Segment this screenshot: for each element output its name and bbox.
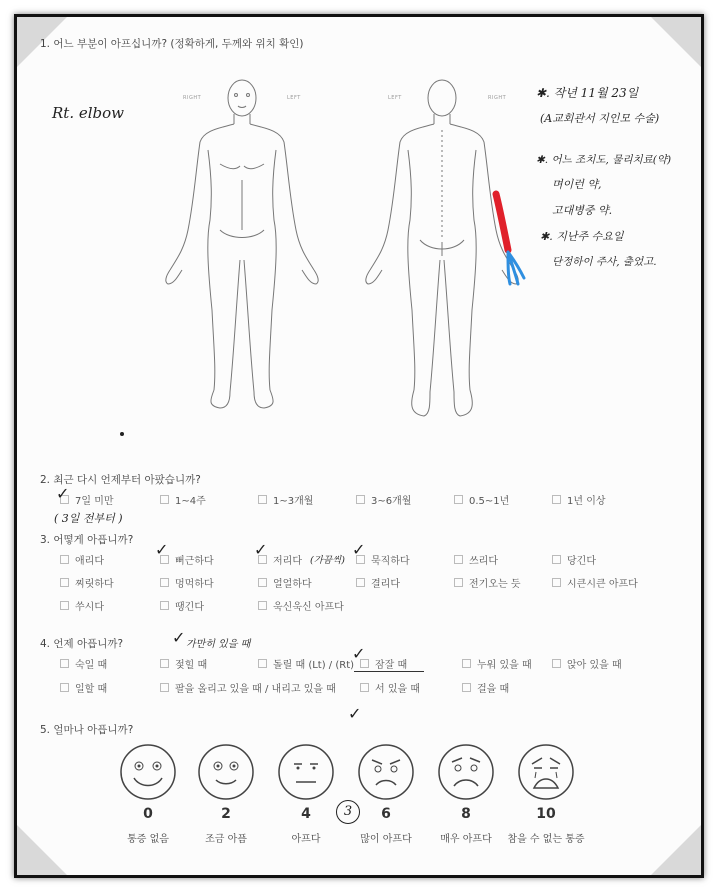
face-10-number: 10 [536, 806, 556, 822]
face-10-label: 참을 수 없는 통증 [507, 834, 585, 845]
q4-option-6[interactable]: 앉아 있을 때 [552, 656, 622, 671]
stray-dot [120, 432, 124, 436]
q4-underline [354, 671, 424, 672]
q2-option-2[interactable]: 1~4주 [160, 492, 206, 507]
q2-option-6[interactable]: 1년 이상 [552, 492, 606, 507]
pain-marking [490, 190, 530, 290]
location-annotation: Rt. elbow [52, 104, 125, 122]
note-6: ✱. 지난주 수요일 [540, 230, 624, 243]
back-right-label: RIGHT [488, 95, 507, 101]
face-10-icon[interactable] [516, 742, 576, 802]
face-0-label: 통증 없음 [127, 834, 169, 845]
face-0-icon[interactable] [118, 742, 178, 802]
q4-option-1[interactable]: 숙일 때 [60, 656, 107, 671]
q4-option-3[interactable]: 돌릴 때 (Lt) / (Rt) [258, 656, 354, 671]
corner-tr [651, 17, 701, 67]
q3-title: 3. 어떻게 아픕니까? [40, 534, 134, 546]
q4-title: 4. 언제 아픕니까? [40, 638, 124, 650]
q4-option-5[interactable]: 누워 있을 때 [462, 656, 532, 671]
q3-option-2[interactable]: 뻐근하다 [160, 552, 214, 567]
corner-bl [17, 825, 67, 875]
q3-option-4[interactable]: 묵직하다 [356, 552, 410, 567]
q3-check-mark-1: ✓ [155, 540, 169, 559]
q2-title: 2. 최근 다시 언제부터 아팠습니까? [40, 474, 201, 486]
q4-option-8[interactable]: 팔을 올리고 있을 때 / 내리고 있을 때 [160, 680, 336, 695]
corner-br [651, 825, 701, 875]
q3-option-3[interactable]: 저리다 [258, 552, 302, 567]
face-4-icon[interactable] [276, 742, 336, 802]
face-6-icon[interactable] [356, 742, 416, 802]
face-2-number: 2 [221, 806, 231, 822]
note-3: ✱. 어느 조치도, 물리치료(약) [536, 154, 672, 166]
face-8-number: 8 [461, 806, 471, 822]
face-4-number: 4 [301, 806, 311, 822]
q2-option-4[interactable]: 3~6개월 [356, 492, 411, 507]
handwritten-score-circle: 3 [336, 800, 360, 824]
face-2-label: 조금 아픔 [205, 834, 247, 845]
q5-check-mark: ✓ [348, 704, 362, 723]
front-body-figure [160, 70, 330, 430]
q4-option-10[interactable]: 걸을 때 [462, 680, 509, 695]
q3-option-11[interactable]: 전기오는 듯 [454, 575, 520, 590]
note-1: ✱. 작년 11월 23일 [536, 86, 639, 100]
face-8-icon[interactable] [436, 742, 496, 802]
face-6-label: 많이 아프다 [360, 834, 412, 845]
note-7: 단정하이 주사, 출었고. [552, 256, 657, 268]
q3-option-15[interactable]: 욱신욱신 아프다 [258, 598, 344, 613]
q4-option-7[interactable]: 일할 때 [60, 680, 107, 695]
face-8-label: 매우 아프다 [440, 834, 492, 845]
note-2: (A교회관서 지인모 수술) [540, 112, 660, 125]
q3-option-12[interactable]: 시큰시큰 아프다 [552, 575, 638, 590]
front-left-label: LEFT [287, 95, 301, 101]
q3-option-8[interactable]: 멍먹하다 [160, 575, 214, 590]
q3-option-13[interactable]: 쑤시다 [60, 598, 104, 613]
q2-option-3[interactable]: 1~3개월 [258, 492, 313, 507]
q3-option-10[interactable]: 결리다 [356, 575, 400, 590]
pain-red-mark [496, 194, 508, 250]
q4-option-9[interactable]: 서 있을 때 [360, 680, 420, 695]
face-2-icon[interactable] [196, 742, 256, 802]
q1-title: 1. 어느 부분이 아프십니까? (정확하게, 두께와 위치 확인) [40, 38, 304, 50]
q4-option-4[interactable]: 잠잘 때 [360, 656, 407, 671]
q4-check-mark-1: ✓ [172, 628, 186, 647]
front-right-label: RIGHT [183, 95, 202, 101]
q3-check-mark-3: ✓ [352, 540, 366, 559]
note-5: 고대병중 약. [552, 204, 613, 217]
q4-handwritten: 가만히 있을 때 [186, 639, 251, 650]
q3-option-6[interactable]: 당긴다 [552, 552, 596, 567]
face-0-number: 0 [143, 806, 153, 822]
face-4-label: 아프다 [291, 834, 321, 845]
note-4: 며이런 약, [552, 178, 602, 191]
numb-blue-mark [508, 252, 524, 284]
q3-option-14[interactable]: 땡긴다 [160, 598, 204, 613]
q2-option-1[interactable]: 7일 미만 [60, 492, 114, 507]
q3-option-7[interactable]: 찌릿하다 [60, 575, 114, 590]
q4-option-2[interactable]: 젖힐 때 [160, 656, 207, 671]
q2-option-5[interactable]: 0.5~1년 [454, 492, 509, 507]
q3-check-mark-2: ✓ [254, 540, 268, 559]
q3-handwritten: (가끔씩) [310, 555, 345, 566]
face-6-number: 6 [381, 806, 391, 822]
q2-handwritten: ( 3일 전부터 ) [54, 512, 123, 525]
q5-title: 5. 얼마나 아픕니까? [40, 724, 134, 736]
q4-check-mark-2: ✓ [352, 644, 366, 663]
q3-option-1[interactable]: 애리다 [60, 552, 104, 567]
q2-check-mark: ✓ [56, 484, 70, 503]
q3-option-9[interactable]: 얼얼하다 [258, 575, 312, 590]
back-left-label: LEFT [388, 95, 402, 101]
q3-option-5[interactable]: 쓰리다 [454, 552, 498, 567]
